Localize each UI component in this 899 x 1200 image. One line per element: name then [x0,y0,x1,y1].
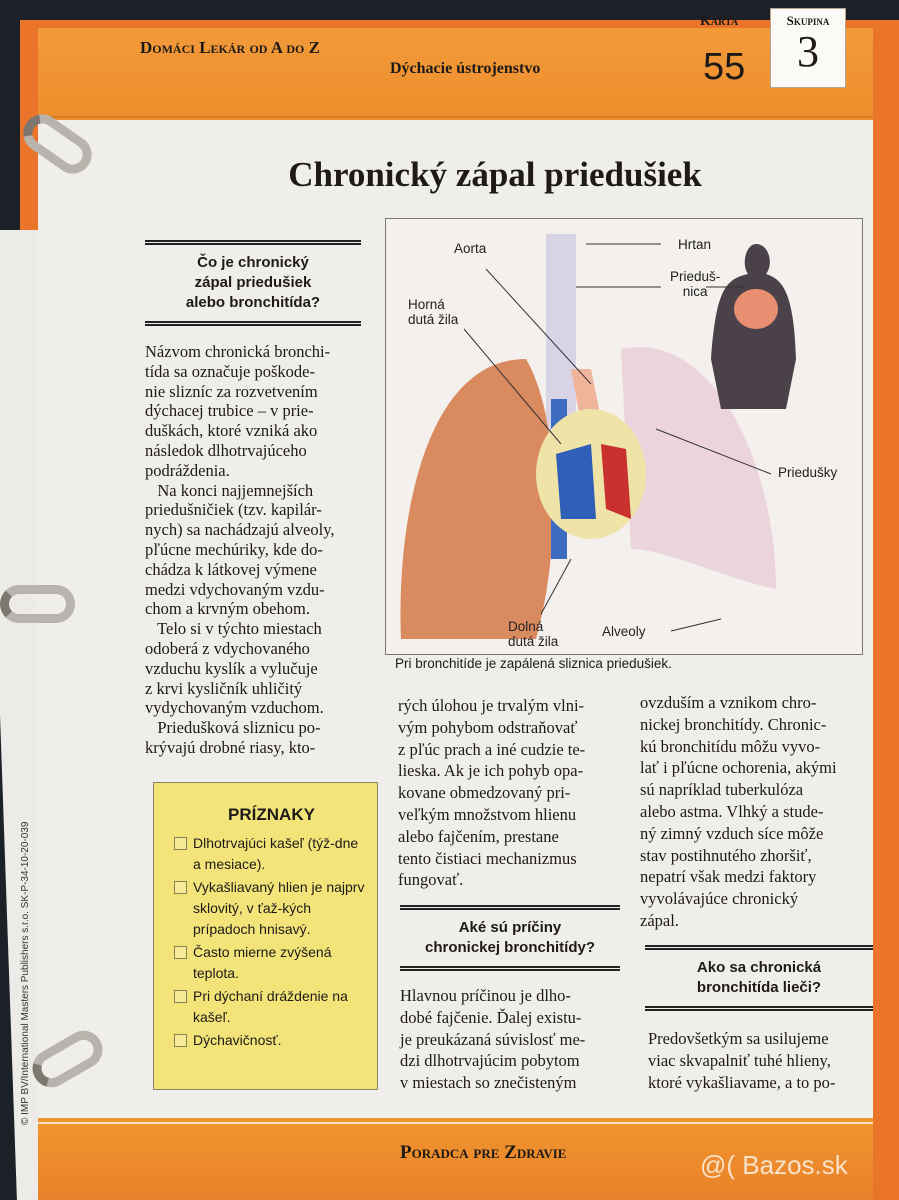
footer-rule [38,1122,873,1124]
symptom-item [174,877,369,940]
label-larynx: Hrtan [678,237,712,252]
symptom-item [174,986,369,1028]
copyright-text: © IMP BV/International Masters Publishers s.r.o. SK-P-34-10-20-039 [20,821,31,1125]
checkbox-icon[interactable] [174,990,187,1003]
definition-text: Názvom chronická bronchi- tída sa označuje poškode- nie slizníc za rozvetvením dýchacej trubice – v prie- duškách, ktoré vzniká ako následok dlhotrvajúceho podráždenia. Na konci najjemnejších priedušničiek (tzv. kapilár- nych) sa nachádzajú alveoly, pľúcne mechúriky, kde do- chádza k látkovej výmene medzi vdychovaným vzdu- chom a krvným obehom. Telo si v týchto miestach odoberá z vdychovaného vzduchu kyslík a vylučuje z krvi kysličník uhličitý vydychovaným vzduchom. Priedušková sliznicu po- krývajú drobné riasy, kto- [145,342,335,757]
checkbox-icon[interactable] [174,881,187,894]
group-label: Skupina [786,13,830,28]
label-inferior-vena-cava: Dolná dutá žila [508,619,559,649]
anatomy-illustration [385,218,863,655]
column2-text: rých úlohou je trvalým vlni- vým pohybom odstraňovať z pľúc prach a iné cudzie te- lieska. Ak je ich pohyb opa- kovane obmedzovaný pri- veľkým množstvom hlienu alebo fajčením, prestane tento čistiaci mechanizmus fungovať. [398,696,586,890]
card-label: Karta [700,14,739,29]
group-number: 3 [797,27,819,76]
group-box [770,8,846,88]
treatment-text: Predovšetkým sa usilujeme viac skvapalniť tuhé hlieny, ktoré vykašliavame, a to po- [648,1029,836,1092]
symptom-item [174,1030,369,1051]
page-title: Chronický zápal priedušiek [288,155,702,194]
label-trachea: Prieduš- nica [670,269,721,299]
symptom-text: Pri dýchaní dráždenie na kašeľ. [193,988,348,1025]
causes-text: Hlavnou príčinou je dlho- dobé fajčenie. Ďalej existu- je preukázaná súvislosť me- dzi dlhotrvajúcim pobytom v miestach so znečisteným [400,986,586,1093]
checkbox-icon[interactable] [174,1034,187,1047]
symptom-item [174,942,369,984]
question-heading-causes: Aké sú príčiny chronickej bronchitídy? [400,905,620,971]
symptom-text: Často mierne zvýšená teplota. [193,944,332,981]
label-superior-vena-cava: Horná dutá žila [408,297,459,327]
label-bronchi: Priedušky [778,465,838,480]
section-title: Dýchacie ústrojenstvo [390,60,541,77]
label-alveoli: Alveoly [602,624,646,639]
binder-ring-middle [0,585,75,623]
symptom-text: Vykašliavaný hlien je najprv sklovitý, v ťaž-kých prípadoch hnisavý. [193,879,365,937]
column3-text: ovzduším a vznikom chro- nickej bronchitídy. Chronic- kú bronchitídu môžu vyvo- lať i pľúcne ochorenia, akými sú napríklad tuberkulóza alebo astma. Vlhký a stude- ný zimný vzduch síce môže stav postihnutého zhoršiť, nepatrí však medzi faktory vyvolávajúce chronický zápal. [640,693,837,930]
symptoms-title: PRÍZNAKY [228,805,315,824]
series-title: Domáci Lekár od A do Z [140,38,320,57]
heart-right-side [556,444,596,519]
symptom-item [174,833,369,875]
question-heading-treatment: Ako sa chronická bronchitída lieči? [645,945,873,1011]
checkbox-icon[interactable] [174,946,187,959]
card-number: 55 [703,46,746,88]
question-heading-definition: Čo je chronický zápal priedušiek alebo bronchitída? [145,240,361,326]
symptom-text: Dýchavičnosť. [193,1032,282,1048]
lungs-heart-drawing [386,219,864,656]
silhouette-lungs [734,289,778,329]
header-rule [38,116,873,118]
label-aorta: Aorta [454,241,487,256]
symptoms-box [153,782,378,1090]
figure-caption: Pri bronchitíde je zapálená sliznica priedušiek. [395,656,672,671]
watermark: @( Bazos.sk [700,1150,848,1180]
right-lung [400,359,553,639]
symptom-text: Dlhotrvajúci kašeľ (týž-dne a mesiace). [193,835,359,872]
footer-title: Poradca pre Zdravie [400,1142,567,1163]
checkbox-icon[interactable] [174,837,187,850]
